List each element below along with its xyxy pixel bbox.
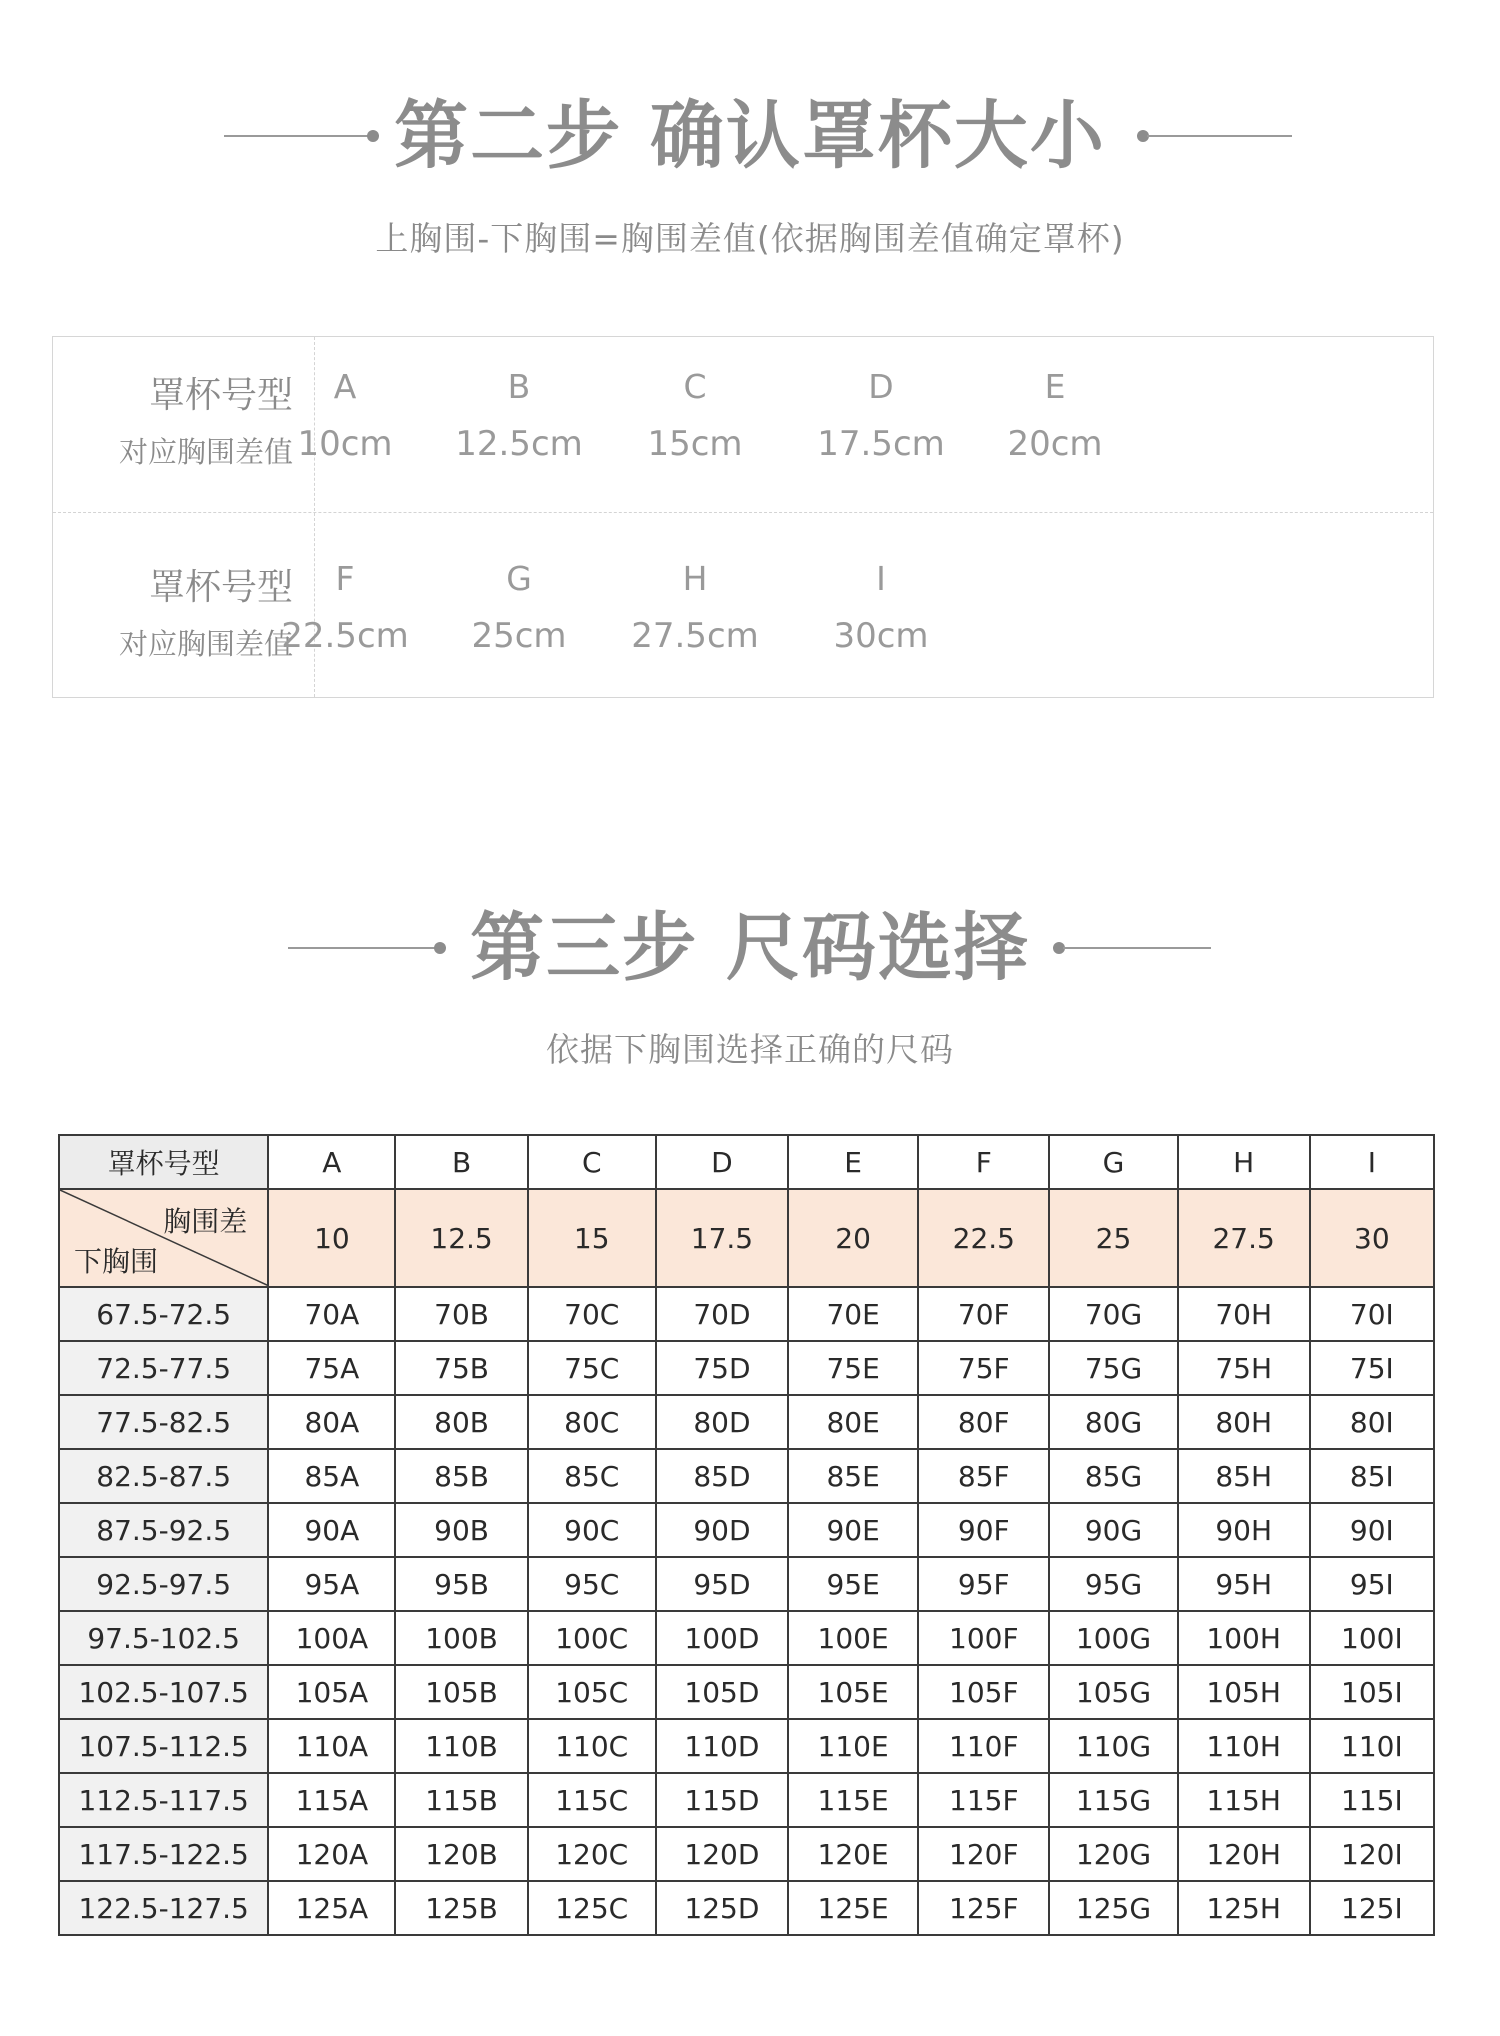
size-cell: 110F — [918, 1719, 1049, 1773]
size-cell: 95I — [1310, 1557, 1434, 1611]
size-cell: 80I — [1310, 1395, 1434, 1449]
diff-cell: 27.5 — [1178, 1189, 1310, 1287]
size-cell: 85E — [788, 1449, 918, 1503]
cup-diff-value: 10cm — [297, 424, 393, 464]
size-cell: 75B — [395, 1341, 527, 1395]
size-cell: 115B — [395, 1773, 527, 1827]
size-cell: 105B — [395, 1665, 527, 1719]
cup-letter: G — [506, 559, 532, 598]
table-row — [59, 1503, 1434, 1557]
table-row — [59, 1773, 1434, 1827]
size-cell: 90I — [1310, 1503, 1434, 1557]
size-cell: 90F — [918, 1503, 1049, 1557]
cup-header-cell: H — [1178, 1135, 1310, 1189]
cup-letter: B — [507, 367, 531, 406]
size-cell: 75D — [656, 1341, 788, 1395]
title-rule-right — [1147, 135, 1292, 137]
size-cell: 95F — [918, 1557, 1049, 1611]
step3-title: 第三步 尺码选择 — [470, 905, 1030, 991]
cup-diff-value: 15cm — [647, 424, 743, 464]
size-cell: 80G — [1049, 1395, 1177, 1449]
size-cell: 95D — [656, 1557, 788, 1611]
step3-subtitle: 依据下胸围选择正确的尺码 — [546, 1030, 954, 1069]
size-cell: 100D — [656, 1611, 788, 1665]
cup-diff-value: 12.5cm — [455, 424, 583, 464]
size-cell: 70E — [788, 1287, 918, 1341]
size-cell: 70H — [1178, 1287, 1310, 1341]
cup-cell — [419, 559, 619, 656]
size-cell: 125E — [788, 1881, 918, 1935]
size-cell: 105D — [656, 1665, 788, 1719]
size-cell: 120E — [788, 1827, 918, 1881]
cup-header-cell: A — [268, 1135, 395, 1189]
table-row — [59, 1665, 1434, 1719]
size-cell: 85G — [1049, 1449, 1177, 1503]
size-cell: 85D — [656, 1449, 788, 1503]
header-label: 罩杯号型 — [59, 1135, 268, 1189]
cup-diff-value: 30cm — [833, 616, 929, 656]
title-rule-right — [1063, 947, 1211, 949]
diff-cell: 15 — [528, 1189, 656, 1287]
cup-letter: C — [683, 367, 707, 406]
table-row — [59, 1881, 1434, 1935]
size-cell: 105C — [528, 1665, 656, 1719]
size-cell: 110C — [528, 1719, 656, 1773]
size-cell: 75I — [1310, 1341, 1434, 1395]
underbust-range-cell: 92.5-97.5 — [59, 1557, 268, 1611]
size-cell: 115C — [528, 1773, 656, 1827]
size-cell: 90A — [268, 1503, 395, 1557]
size-cell: 90D — [656, 1503, 788, 1557]
size-cell: 95H — [1178, 1557, 1310, 1611]
size-cell: 75C — [528, 1341, 656, 1395]
size-cell: 75H — [1178, 1341, 1310, 1395]
underbust-range-cell: 87.5-92.5 — [59, 1503, 268, 1557]
size-cell: 100I — [1310, 1611, 1434, 1665]
cup-box-horizontal-divider — [53, 512, 1433, 513]
table-row — [59, 1557, 1434, 1611]
cup-label-title: 罩杯号型 — [148, 567, 293, 608]
table-row — [59, 1611, 1434, 1665]
cup-letter: A — [333, 367, 357, 406]
cup-cell — [781, 367, 981, 464]
table-row — [59, 1287, 1434, 1341]
size-cell: 120H — [1178, 1827, 1310, 1881]
underbust-range-cell: 117.5-122.5 — [59, 1827, 268, 1881]
size-cell: 75F — [918, 1341, 1049, 1395]
size-cell: 100G — [1049, 1611, 1177, 1665]
diff-cell: 20 — [788, 1189, 918, 1287]
size-cell: 125C — [528, 1881, 656, 1935]
cup-cell — [595, 559, 795, 656]
cup-label-subtitle: 对应胸围差值 — [118, 435, 293, 469]
cup-label-subtitle: 对应胸围差值 — [118, 627, 293, 661]
size-cell: 120I — [1310, 1827, 1434, 1881]
size-cell: 85H — [1178, 1449, 1310, 1503]
underbust-range-cell: 122.5-127.5 — [59, 1881, 268, 1935]
size-table — [58, 1134, 1435, 1936]
step2-subtitle: 上胸围-下胸围=胸围差值(依据胸围差值确定罩杯) — [375, 219, 1125, 258]
size-cell: 100A — [268, 1611, 395, 1665]
size-cell: 80H — [1178, 1395, 1310, 1449]
size-cell: 110I — [1310, 1719, 1434, 1773]
size-cell: 125B — [395, 1881, 527, 1935]
size-cell: 100H — [1178, 1611, 1310, 1665]
size-cell: 125H — [1178, 1881, 1310, 1935]
size-cell: 125I — [1310, 1881, 1434, 1935]
underbust-range-cell: 107.5-112.5 — [59, 1719, 268, 1773]
size-cell: 120A — [268, 1827, 395, 1881]
diff-row — [59, 1189, 1434, 1287]
size-cell: 80E — [788, 1395, 918, 1449]
cup-cell — [955, 367, 1155, 464]
cup-label-title: 罩杯号型 — [148, 375, 293, 416]
size-cell: 90E — [788, 1503, 918, 1557]
size-cell: 85F — [918, 1449, 1049, 1503]
size-cell: 125A — [268, 1881, 395, 1935]
diff-cell: 22.5 — [918, 1189, 1049, 1287]
table-row — [59, 1341, 1434, 1395]
size-cell: 120F — [918, 1827, 1049, 1881]
underbust-range-cell: 97.5-102.5 — [59, 1611, 268, 1665]
size-cell: 85A — [268, 1449, 395, 1503]
cup-diff-value: 20cm — [1007, 424, 1103, 464]
size-cell: 105F — [918, 1665, 1049, 1719]
cup-header-cell: E — [788, 1135, 918, 1189]
size-cell: 120D — [656, 1827, 788, 1881]
size-cell: 80A — [268, 1395, 395, 1449]
size-cell: 90G — [1049, 1503, 1177, 1557]
cup-letter: D — [868, 367, 894, 406]
cup-cell — [245, 367, 445, 464]
size-cell: 105H — [1178, 1665, 1310, 1719]
diff-cell: 10 — [268, 1189, 395, 1287]
table-row — [59, 1827, 1434, 1881]
size-cell: 115D — [656, 1773, 788, 1827]
cup-diff-value: 17.5cm — [817, 424, 945, 464]
size-cell: 110D — [656, 1719, 788, 1773]
size-cell: 80F — [918, 1395, 1049, 1449]
size-cell: 120B — [395, 1827, 527, 1881]
size-cell: 125D — [656, 1881, 788, 1935]
table-row — [59, 1719, 1434, 1773]
cup-diff-value: 25cm — [471, 616, 567, 656]
size-cell: 70F — [918, 1287, 1049, 1341]
cup-header-cell: G — [1049, 1135, 1177, 1189]
size-cell: 70G — [1049, 1287, 1177, 1341]
cup-header-cell: D — [656, 1135, 788, 1189]
size-cell: 70A — [268, 1287, 395, 1341]
size-cell: 75E — [788, 1341, 918, 1395]
size-cell: 85I — [1310, 1449, 1434, 1503]
size-cell: 95E — [788, 1557, 918, 1611]
size-cell: 80B — [395, 1395, 527, 1449]
underbust-range-cell: 77.5-82.5 — [59, 1395, 268, 1449]
size-cell: 85B — [395, 1449, 527, 1503]
diagonal-header-cell — [59, 1189, 268, 1287]
size-cell: 100C — [528, 1611, 656, 1665]
underbust-range-cell: 72.5-77.5 — [59, 1341, 268, 1395]
cup-cell — [245, 559, 445, 656]
cup-letter: E — [1044, 367, 1066, 406]
cup-header-cell: B — [395, 1135, 527, 1189]
size-cell: 70C — [528, 1287, 656, 1341]
size-cell: 80C — [528, 1395, 656, 1449]
cup-diff-value: 22.5cm — [281, 616, 409, 656]
size-cell: 75G — [1049, 1341, 1177, 1395]
cup-cell — [419, 367, 619, 464]
size-cell: 105G — [1049, 1665, 1177, 1719]
table-row — [59, 1395, 1434, 1449]
size-cell: 70I — [1310, 1287, 1434, 1341]
underbust-range-cell: 67.5-72.5 — [59, 1287, 268, 1341]
diag-bottom-label: 下胸围 — [74, 1245, 159, 1278]
size-cell: 95C — [528, 1557, 656, 1611]
size-cell: 95B — [395, 1557, 527, 1611]
size-cell: 100E — [788, 1611, 918, 1665]
cup-cell — [595, 367, 795, 464]
size-cell: 115I — [1310, 1773, 1434, 1827]
size-cell: 85C — [528, 1449, 656, 1503]
underbust-range-cell: 82.5-87.5 — [59, 1449, 268, 1503]
cup-header-cell: F — [918, 1135, 1049, 1189]
size-cell: 110G — [1049, 1719, 1177, 1773]
size-cell: 70D — [656, 1287, 788, 1341]
size-cell: 120C — [528, 1827, 656, 1881]
underbust-range-cell: 102.5-107.5 — [59, 1665, 268, 1719]
cup-cell — [781, 559, 981, 656]
size-cell: 125G — [1049, 1881, 1177, 1935]
size-cell: 115F — [918, 1773, 1049, 1827]
size-cell: 105I — [1310, 1665, 1434, 1719]
size-cell: 110E — [788, 1719, 918, 1773]
size-cell: 115H — [1178, 1773, 1310, 1827]
size-cell: 110H — [1178, 1719, 1310, 1773]
size-cell: 115A — [268, 1773, 395, 1827]
step2-title: 第二步 确认罩杯大小 — [394, 93, 1106, 179]
size-cell: 90B — [395, 1503, 527, 1557]
size-cell: 115E — [788, 1773, 918, 1827]
size-cell: 100B — [395, 1611, 527, 1665]
diag-top-label: 胸围差 — [163, 1205, 248, 1238]
size-cell: 125F — [918, 1881, 1049, 1935]
size-cell: 70B — [395, 1287, 527, 1341]
size-cell: 90C — [528, 1503, 656, 1557]
size-cell: 115G — [1049, 1773, 1177, 1827]
size-cell: 95G — [1049, 1557, 1177, 1611]
cup-header-cell: C — [528, 1135, 656, 1189]
size-cell: 105A — [268, 1665, 395, 1719]
size-cell: 110B — [395, 1719, 527, 1773]
cup-header-cell: I — [1310, 1135, 1434, 1189]
size-cell: 120G — [1049, 1827, 1177, 1881]
size-cell: 100F — [918, 1611, 1049, 1665]
table-row — [59, 1449, 1434, 1503]
cup-size-box — [52, 336, 1434, 698]
cup-letter: H — [682, 559, 708, 598]
cup-letter: F — [335, 559, 355, 598]
table-header-row — [59, 1135, 1434, 1189]
underbust-range-cell: 112.5-117.5 — [59, 1773, 268, 1827]
size-cell: 105E — [788, 1665, 918, 1719]
cup-diff-value: 27.5cm — [631, 616, 759, 656]
diff-cell: 17.5 — [656, 1189, 788, 1287]
size-cell: 110A — [268, 1719, 395, 1773]
diff-cell: 25 — [1049, 1189, 1177, 1287]
size-cell: 90H — [1178, 1503, 1310, 1557]
diff-cell: 30 — [1310, 1189, 1434, 1287]
size-cell: 95A — [268, 1557, 395, 1611]
cup-letter: I — [876, 559, 886, 598]
diff-cell: 12.5 — [395, 1189, 527, 1287]
size-cell: 75A — [268, 1341, 395, 1395]
size-cell: 80D — [656, 1395, 788, 1449]
